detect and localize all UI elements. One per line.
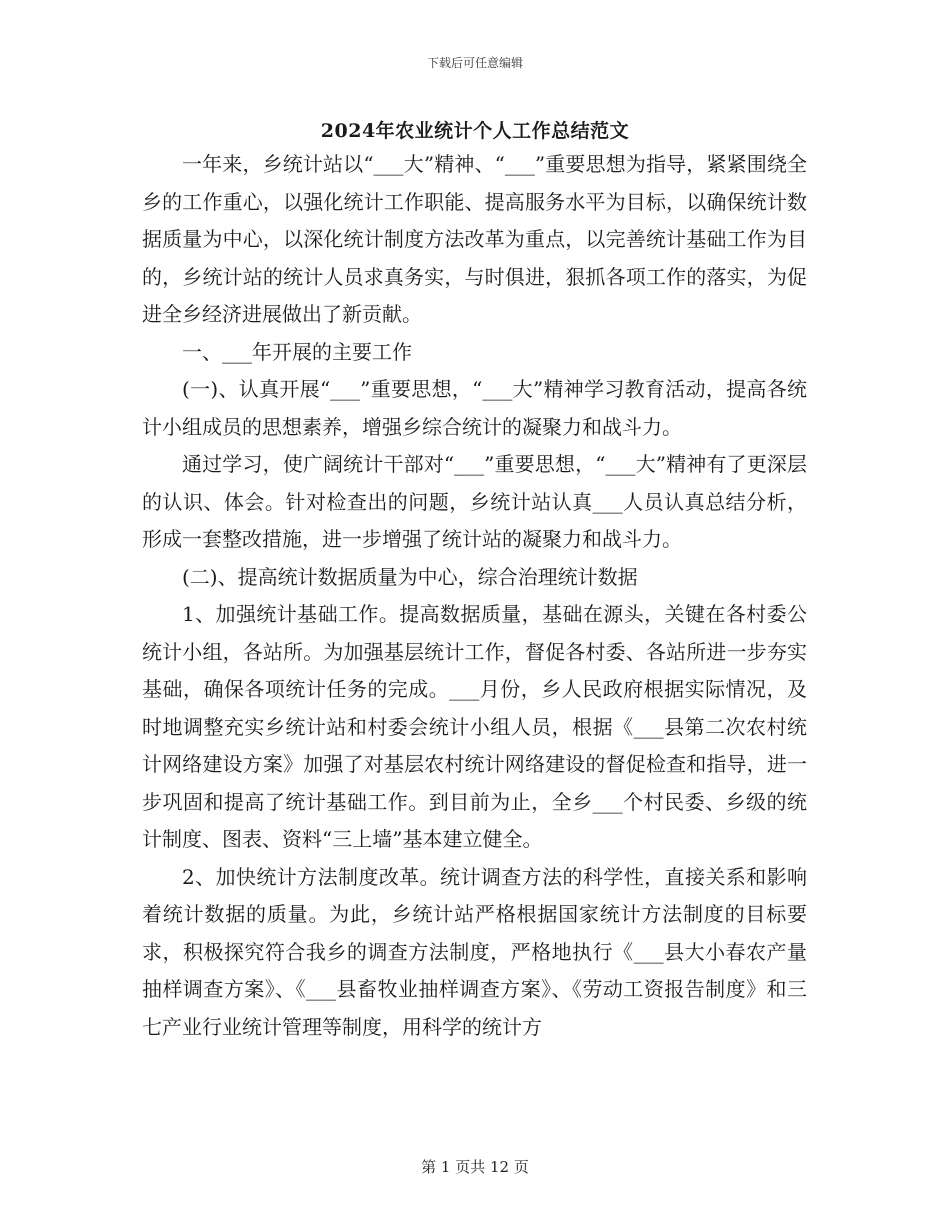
paragraph-intro: 一年来，乡统计站以“___大”精神、“___”重要思想为指导，紧紧围绕全乡的工作重心，以强化统计工作职能、提高服务水平为目标，以确保统计数据质量为中心，以深化统计制度方法改革为重点，以完善统计基础工作为目的，乡统计站的统计人员求真务实，与时俱进，狠抓各项工作的落实，为促进全乡经济进展做出了新贡献。 — [142, 152, 807, 326]
subsection-heading-1: (一)、认真开展“___”重要思想，“___大”精神学习教育活动，提高各统计小组成员的思想素养，增强乡综合统计的凝聚力和战斗力。 — [142, 377, 807, 439]
document-title: 2024年农业统计个人工作总结范文 — [320, 120, 630, 142]
paragraph-item-2: 2、加快统计方法制度改革。统计调查方法的科学性，直接关系和影响着统计数据的质量。为此，乡统计站严格根据国家统计方法制度的目标要求，积极探究符合我乡的调查方法制度，严格地执行《___县大小春农产量抽样调查方案》、《___县畜牧业抽样调查方案》、《劳动工资报告制度》和三七产业行业统计管理等制度，用科学的统计方 — [142, 864, 807, 1039]
header-note: 下载后可任意编辑 — [426, 56, 523, 70]
document-body — [142, 146, 807, 1046]
section-heading-1: 一、___年开展的主要工作 — [182, 339, 412, 364]
paragraph-item-1: 1、加强统计基础工作。提高数据质量，基础在源头，关键在各村委公统计小组，各站所。为加强基层统计工作，督促各村委、各站所进一步夯实基础，确保各项统计任务的完成。___月份，乡人民政府根据实际情况，及时地调整充实乡统计站和村委会统计小组人员，根据《___县第二次农村统计网络建设方案》加强了对基层农村统计网络建设的督促检查和指导，进一步巩固和提高了统计基础工作。到目前为止，全乡___个村民委、乡级的统计制度、图表、资料“三上墙”基本建立健全。 — [142, 602, 807, 851]
page-number: 第 1 页共 12 页 — [421, 1158, 529, 1176]
subsection-heading-2: (二)、提高统计数据质量为中心，综合治理统计数据 — [182, 564, 638, 589]
paragraph-study: 通过学习，使广阔统计干部对“___”重要思想，“___大”精神有了更深层的认识、体会。针对检查出的问题，乡统计站认真___人员认真总结分析，形成一套整改措施，进一步增强了统计站的凝聚力和战斗力。 — [142, 452, 807, 551]
